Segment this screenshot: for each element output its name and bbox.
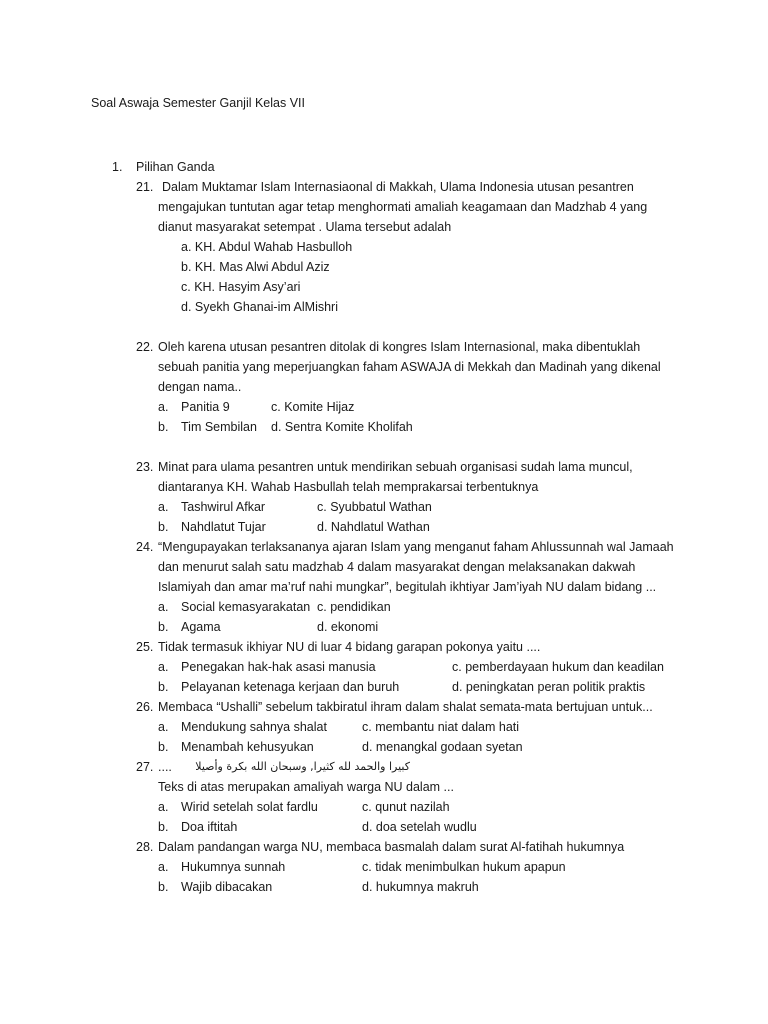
question-text-line: diantaranya KH. Wahab Hasbullah telah memprakarsai terbentuknya [158,480,539,494]
question-text-line: Dalam Muktamar Islam Internasiaonal di Makkah, Ulama Indonesia utusan pesantren [162,180,634,194]
option-letter: a. [158,500,169,514]
option-letter: b. [158,420,169,434]
question-number: 26. [136,700,154,714]
option-c: c. Syubbatul Wathan [317,500,432,514]
question-text-line: sebuah panitia yang meperjuangkan faham ASWAJA di Mekkah dan Madinah yang dikenal [158,360,661,374]
option-letter: b. [158,680,169,694]
option-letter: b. [158,620,169,634]
question-text-line: Minat para ulama pesantren untuk mendirikan sebuah organisasi sudah lama muncul, [158,460,633,474]
option-b: Nahdlatut Tujar [181,520,266,534]
section-number: 1. [112,160,123,174]
option-b: Pelayanan ketenaga kerjaan dan buruh [181,680,400,694]
option-letter: a. [158,660,169,674]
question-text-line: mengajukan tuntutan agar tetap menghormati amaliah keagamaan dan Madzhab 4 yang [158,200,648,214]
option-b: Wajib dibacakan [181,880,273,894]
option-a: a. KH. Abdul Wahab Hasbulloh [181,240,353,254]
option-d: d. peningkatan peran politik praktis [452,680,646,694]
option-letter: a. [158,720,169,734]
option-b: Doa iftitah [181,820,238,834]
option-letter: a. [158,600,169,614]
option-a: Penegakan hak-hak asasi manusia [181,660,376,674]
question-number: 21. [136,180,154,194]
option-c: c. membantu niat dalam hati [362,720,520,734]
option-d: d. Syekh Ghanai-im AlMishri [181,300,339,314]
question-number: 28. [136,840,154,854]
question-number: 25. [136,640,154,654]
question-number: 27. [136,760,154,774]
option-b: Menambah kehusyukan [181,740,314,754]
question-text-line: Membaca “Ushalli” sebelum takbiratul ihram dalam shalat semata-mata bertujuan untuk... [158,700,653,714]
option-a: Tashwirul Afkar [181,500,266,514]
option-letter: b. [158,520,169,534]
question-number: 22. [136,340,154,354]
option-c: c. Komite Hijaz [271,400,355,414]
option-c: c. pendidikan [317,600,391,614]
option-letter: b. [158,880,169,894]
option-letter: a. [158,860,169,874]
question-text-line: Teks di atas merupakan amaliyah warga NU dalam ... [158,780,454,794]
option-c: c. qunut nazilah [362,800,450,814]
document-title: Soal Aswaja Semester Ganjil Kelas VII [91,96,305,110]
option-d: d. ekonomi [317,620,379,634]
option-d: d. menangkal godaan syetan [362,740,523,754]
option-letter: b. [158,820,169,834]
option-b: Agama [181,620,221,634]
option-c: c. tidak menimbulkan hukum apapun [362,860,566,874]
question-text-line: Tidak termasuk ikhiyar NU di luar 4 bidang garapan pokonya yaitu .... [158,640,541,654]
option-d: d. Sentra Komite Kholifah [271,420,413,434]
option-c: c. pemberdayaan hukum dan keadilan [452,660,664,674]
question-text-line: Islamiyah dan amar ma’ruf nahi mungkar”, begitulah ikhtiyar Jam’iyah NU dalam bidang ... [158,580,657,594]
option-d: d. hukumnya makruh [362,880,479,894]
section-label: Pilihan Ganda [136,160,215,174]
question-number: 24. [136,540,154,554]
question-lead-dots: .... [158,760,172,774]
option-letter: a. [158,800,169,814]
option-b: b. KH. Mas Alwi Abdul Aziz [181,260,330,274]
option-letter: a. [158,400,169,414]
question-text-line: Dalam pandangan warga NU, membaca basmalah dalam surat Al-fatihah hukumnya [158,840,625,854]
question-number: 23. [136,460,154,474]
question-text-line: dianut masyarakat setempat . Ulama tersebut adalah [158,220,452,234]
question-text-line: dengan nama.. [158,380,242,394]
option-a: Social kemasyarakatan [181,600,311,614]
option-b: Tim Sembilan [181,420,257,434]
question-text-line: “Mengupayakan terlaksananya ajaran Islam yang menganut faham Ahlussunnah wal Jamaah [158,540,674,554]
option-a: Mendukung sahnya shalat [181,720,327,734]
question-text-line: Oleh karena utusan pesantren ditolak di kongres Islam Internasional, maka dibentuklah [158,340,641,354]
option-c: c. KH. Hasyim Asy’ari [181,280,301,294]
option-letter: b. [158,740,169,754]
option-d: d. Nahdlatul Wathan [317,520,430,534]
option-d: d. doa setelah wudlu [362,820,477,834]
option-a: Hukumnya sunnah [181,860,286,874]
option-a: Wirid setelah solat fardlu [181,800,318,814]
arabic-text: كبيرا والحمد لله كثيرا, وسبحان الله بكرة وأصيلا [195,760,410,773]
option-a: Panitia 9 [181,400,230,414]
question-text-line: dan menurut salah satu madzhab 4 dalam masyarakat dengan melaksanakan dakwah [158,560,636,574]
